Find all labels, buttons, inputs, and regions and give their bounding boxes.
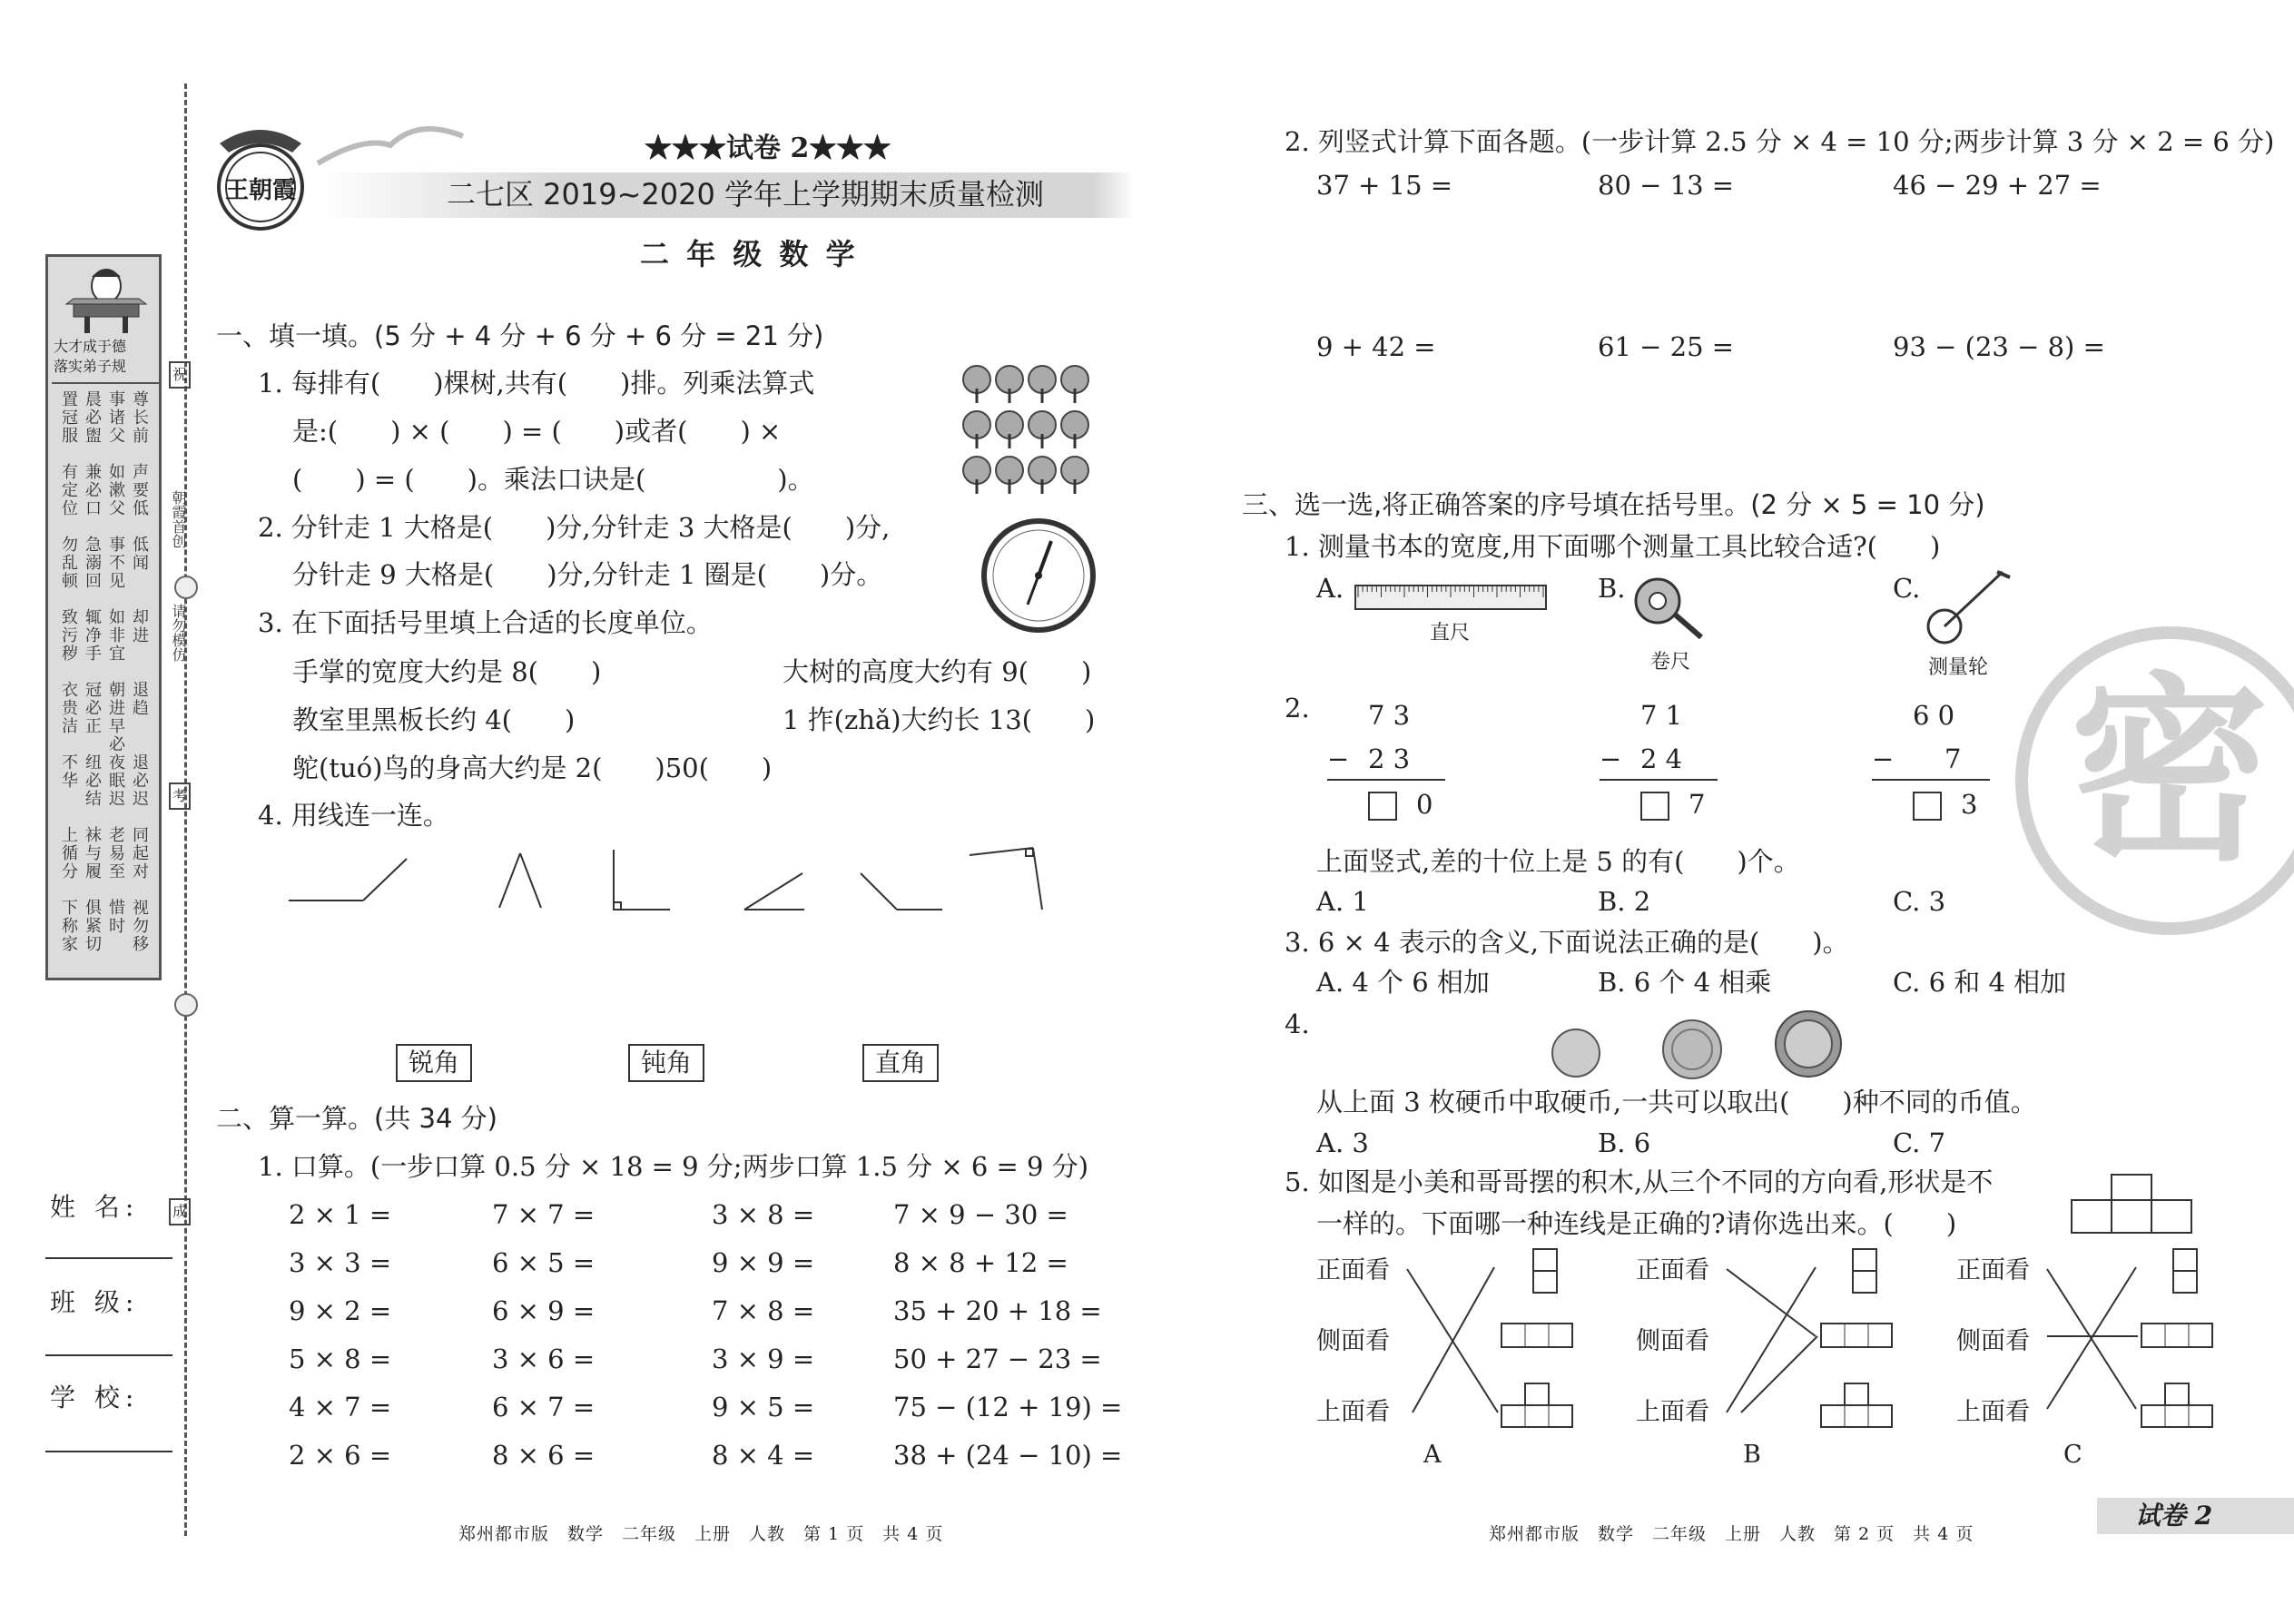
mental-math-item: 8 × 8 + 12 = [893,1247,1068,1278]
motto-column: 晨必盥 [83,390,102,445]
motto-column: 同起对 [130,826,149,881]
option-b: B. 2 [1598,886,1651,917]
clock-icon [980,517,1097,634]
motto-column: 退趋 [130,681,149,717]
tree-icon [1061,411,1088,448]
motto-column: 不华 [59,753,78,790]
mental-math-item: 4 × 7 = [289,1392,392,1422]
option-c: C. [1893,573,1921,604]
tree-icon [996,457,1023,494]
view-label: 侧面看 [1956,1327,2030,1355]
school-line[interactable] [45,1451,172,1452]
q1-line1: 1. 每排有( )棵树,共有( )排。列乘法算式 [258,368,815,399]
calc-item: 46 − 29 + 27 = [1893,170,2102,201]
motto-column: 尊长前 [130,390,149,445]
side-note-1: 朝霞首创 [170,490,187,548]
q3-item: 1 拃(zhǎ)大约长 13( ) [783,704,1096,735]
class-label: 班 级: [50,1287,140,1317]
option-b: B. 6 个 4 相乘 [1598,967,1772,998]
mental-math-item: 7 × 9 − 30 = [893,1199,1068,1230]
view-label: 侧面看 [1636,1327,1709,1355]
q1-line3: ( ) = ( )。乘法口诀是( )。 [292,464,814,495]
school-label: 学 校: [50,1383,140,1412]
tool-label: 直尺 [1430,622,1471,645]
tree-icon [996,366,1023,403]
motto-column: 如非宜 [106,608,125,663]
cartoon-scholar-icon [48,257,164,339]
minuend: 7 1 [1640,700,1683,731]
calc-item: 61 − 25 = [1598,331,1735,362]
coins-icon [1543,1017,1843,1089]
subtrahend: 2 4 [1640,743,1683,774]
view-diagram [2043,1249,2225,1431]
binding-dashed-line [184,84,187,1536]
motto-line-2: 落实弟子规 [54,358,127,375]
motto-column: 退必迟 [130,753,149,808]
calc-item: 80 − 13 = [1598,170,1735,201]
s3-q3: 3. 6 × 4 表示的含义,下面说法正确的是( )。 [1285,927,1849,958]
footer-left: 郑州都市版 数学 二年级 上册 人教 第 1 页 共 4 页 [458,1524,944,1544]
tree-icon [1029,411,1056,448]
right-angle-box[interactable]: 直角 [862,1044,939,1082]
blocks-3d-icon [2070,1173,2197,1236]
motto-column: 视勿移 [130,899,149,953]
trees-grid-icon [960,363,1088,490]
mental-math-item: 6 × 9 = [492,1295,596,1326]
angle-figure [614,850,670,910]
s3-q2-num: 2. [1285,693,1310,723]
q2-line2: 分针走 9 大格是( )分,分针走 1 圈是( )分。 [292,559,883,590]
paper-label: ★★★试卷 2★★★ [645,133,891,164]
view-label: 正面看 [1636,1256,1709,1284]
subtrahend: 7 [1944,743,1962,774]
motto-column: 夜眠迟 [106,753,125,808]
motto-line-1: 大才成于德 [54,338,127,355]
motto-column: 事诸父 [106,390,125,445]
measuring-wheel-icon [1915,568,2015,650]
calc-item: 37 + 15 = [1316,170,1453,201]
calc-line [1600,779,1718,781]
mental-math-item: 7 × 7 = [492,1199,596,1230]
motto-column: 致污秽 [59,608,78,663]
q4-title: 4. 用线连一连。 [258,800,449,831]
option-letter: B [1743,1441,1761,1469]
side-note-2: 请勿模仿 [170,604,187,662]
minus-sign: − [1872,743,1895,774]
motto-column: 辄净手 [83,608,102,663]
motto-divider [52,382,159,384]
motto-column: 衣贵洁 [59,681,78,735]
footer-tag: 试卷 2 [2135,1501,2213,1530]
calc-line [1327,779,1445,781]
mental-math-item: 6 × 5 = [492,1247,596,1278]
seal-dot-icon [174,993,198,1017]
tree-icon [963,366,990,403]
option-letter: A [1423,1441,1442,1469]
q3-item: 大树的高度大约有 9( ) [783,656,1092,687]
s3-q5-line2: 一样的。下面哪一种连线是正确的?请你选出来。( ) [1316,1208,1957,1239]
option-b: B. 6 [1598,1127,1651,1158]
acute-angle-box[interactable]: 锐角 [396,1044,472,1082]
mental-math-item: 75 − (12 + 19) = [893,1392,1123,1422]
minuend: 7 3 [1368,700,1411,731]
minus-sign: − [1600,743,1622,774]
angle-figures [289,844,1106,917]
motto-column: 事不见 [106,536,125,590]
motto-column: 纽必结 [83,753,102,808]
option-c: C. 3 [1893,886,1946,917]
answer-box[interactable] [1640,792,1669,821]
motto-column: 下称家 [59,899,78,953]
motto-column: 兼必口 [83,463,102,517]
mental-math-item: 6 × 7 = [492,1392,596,1422]
motto-column: 却进 [130,608,149,645]
logo-text: 王朝霞 [225,177,297,204]
view-diagram [1723,1249,1905,1431]
angle-figure [970,848,1042,910]
mental-math-item: 35 + 20 + 18 = [893,1295,1102,1326]
motto-column: 惜时 [106,899,125,935]
option-a: A. 3 [1316,1127,1369,1158]
s3-q5-line1: 5. 如图是小美和哥哥摆的积木,从三个不同的方向看,形状是不 [1285,1166,1994,1197]
ruler-icon [1354,585,1547,612]
q3-item: 手掌的宽度大约是 8( ) [292,656,602,687]
difference-ones: 0 [1416,789,1433,820]
view-label: 正面看 [1316,1256,1390,1284]
motto-column: 有定位 [59,463,78,517]
section2-title: 二、算一算。(共 34 分) [216,1103,497,1134]
section1-title: 一、填一填。(5 分 + 4 分 + 6 分 + 6 分 = 21 分) [216,320,824,351]
mental-math-title: 1. 口算。(一步口算 0.5 分 × 18 = 9 分;两步口算 1.5 分 × 6 = 9 分) [258,1151,1089,1182]
mental-math-item: 3 × 3 = [289,1247,392,1278]
motto-column: 袜与履 [83,826,102,881]
option-a: A. 1 [1316,886,1369,917]
motto-column: 如漱父 [106,463,125,517]
s3-q4-text: 从上面 3 枚硬币中取硬币,一共可以取出( )种不同的币值。 [1316,1087,2037,1117]
tree-icon [996,411,1023,448]
subject-title: 二 年 级 数 学 [640,237,859,271]
angle-figure [744,873,804,910]
tree-icon [1061,457,1088,494]
mental-math-item: 8 × 4 = [712,1440,815,1471]
q3-item: 鸵(tuó)鸟的身高大约是 2( )50( ) [292,753,773,783]
angle-figure [499,853,541,908]
motto-column: 上循分 [59,826,78,881]
s3-q2-text: 上面竖式,差的十位上是 5 的有( )个。 [1316,846,1800,877]
ribbon-decoration-icon [318,118,463,172]
footer-right: 郑州都市版 数学 二年级 上册 人教 第 2 页 共 4 页 [1489,1524,1974,1544]
tree-icon [1061,366,1088,403]
mental-math-item: 8 × 6 = [492,1440,596,1471]
view-diagram [1403,1249,1585,1431]
section3-title: 三、选一选,将正确答案的序号填在括号里。(2 分 × 5 = 10 分) [1242,489,1985,520]
mental-math-item: 50 + 27 − 23 = [893,1343,1102,1374]
motto-column: 低闻 [130,536,149,572]
mental-math-item: 3 × 6 = [492,1343,596,1374]
confidential-stamp-char: 密 [2070,655,2270,888]
name-line[interactable] [45,1257,172,1259]
difference-ones: 7 [1689,789,1706,820]
option-b: B. [1598,573,1626,604]
angle-figure [861,873,942,910]
mental-math-item: 3 × 8 = [712,1199,815,1230]
motto-column: 急溺回 [83,536,102,590]
name-label: 姓 名: [50,1192,140,1222]
mental-math-item: 7 × 8 = [712,1295,815,1326]
minus-sign: − [1327,743,1350,774]
calc-item: 9 + 42 = [1316,331,1436,362]
view-label: 侧面看 [1316,1327,1390,1355]
option-a: A. [1316,573,1344,604]
tree-icon [1029,457,1056,494]
obtuse-angle-box[interactable]: 钝角 [628,1044,704,1082]
motto-column: 俱紧切 [83,899,102,953]
q3-title: 3. 在下面括号里填上合适的长度单位。 [258,607,713,638]
tool-label: 测量轮 [1928,656,1989,679]
seal-char-box: 祝 [169,361,191,389]
option-c: C. 6 和 4 相加 [1893,967,2067,998]
mental-math-item: 38 + (24 − 10) = [893,1440,1123,1471]
mental-math-item: 5 × 8 = [289,1343,392,1374]
seal-char-box: 成 [169,1198,191,1225]
mental-math-item: 3 × 9 = [712,1343,815,1374]
motto-column: 声要低 [130,463,149,517]
minuend: 6 0 [1913,700,1955,731]
seal-char-box: 考 [169,782,191,810]
view-label: 上面看 [1316,1398,1390,1426]
exam-title: 二七区 2019~2020 学年上学期期末质量检测 [447,177,1045,212]
view-label: 上面看 [1636,1398,1709,1426]
difference-ones: 3 [1961,789,1978,820]
q3-item: 教室里黑板长约 4( ) [292,704,576,735]
q2-line1: 2. 分针走 1 大格是( )分,分针走 3 大格是( )分, [258,512,891,543]
mental-math-item: 2 × 6 = [289,1440,392,1471]
angle-figure [289,859,407,901]
answer-box[interactable] [1913,792,1942,821]
tool-label: 卷尺 [1650,651,1691,674]
motto-column: 置冠服 [59,390,78,445]
option-a: A. 4 个 6 相加 [1316,967,1490,998]
s3-q4-num: 4. [1285,1009,1310,1039]
calc-line [1872,779,1990,781]
option-letter: C [2063,1441,2082,1469]
view-label: 上面看 [1956,1398,2030,1426]
motto-column: 老易至 [106,826,125,881]
subtrahend: 2 3 [1368,743,1411,774]
mental-math-item: 9 × 9 = [712,1247,815,1278]
mental-math-item: 2 × 1 = [289,1199,392,1230]
motto-column: 勿乱顿 [59,536,78,590]
mental-math-item: 9 × 5 = [712,1392,815,1422]
tree-icon [963,411,990,448]
seal-dot-icon [174,576,198,599]
tape-measure-icon [1629,574,1710,637]
motto-column: 冠必正 [83,681,102,735]
mental-math-item: 9 × 2 = [289,1295,392,1326]
view-label: 正面看 [1956,1256,2030,1284]
class-line[interactable] [45,1354,172,1356]
answer-box[interactable] [1368,792,1397,821]
calc-item: 93 − (23 − 8) = [1893,331,2105,362]
motto-column: 朝进早必 [106,681,125,753]
tree-icon [963,457,990,494]
vertical-calc-title: 2. 列竖式计算下面各题。(一步计算 2.5 分 × 4 = 10 分;两步计算 3 分 × 2 = 6 分) [1285,126,2275,157]
tree-icon [1029,366,1056,403]
s3-q1: 1. 测量书本的宽度,用下面哪个测量工具比较合适?( ) [1285,531,1941,562]
q1-line2: 是:( ) × ( ) = ( )或者( ) × [292,416,782,447]
option-c: C. 7 [1893,1127,1946,1158]
